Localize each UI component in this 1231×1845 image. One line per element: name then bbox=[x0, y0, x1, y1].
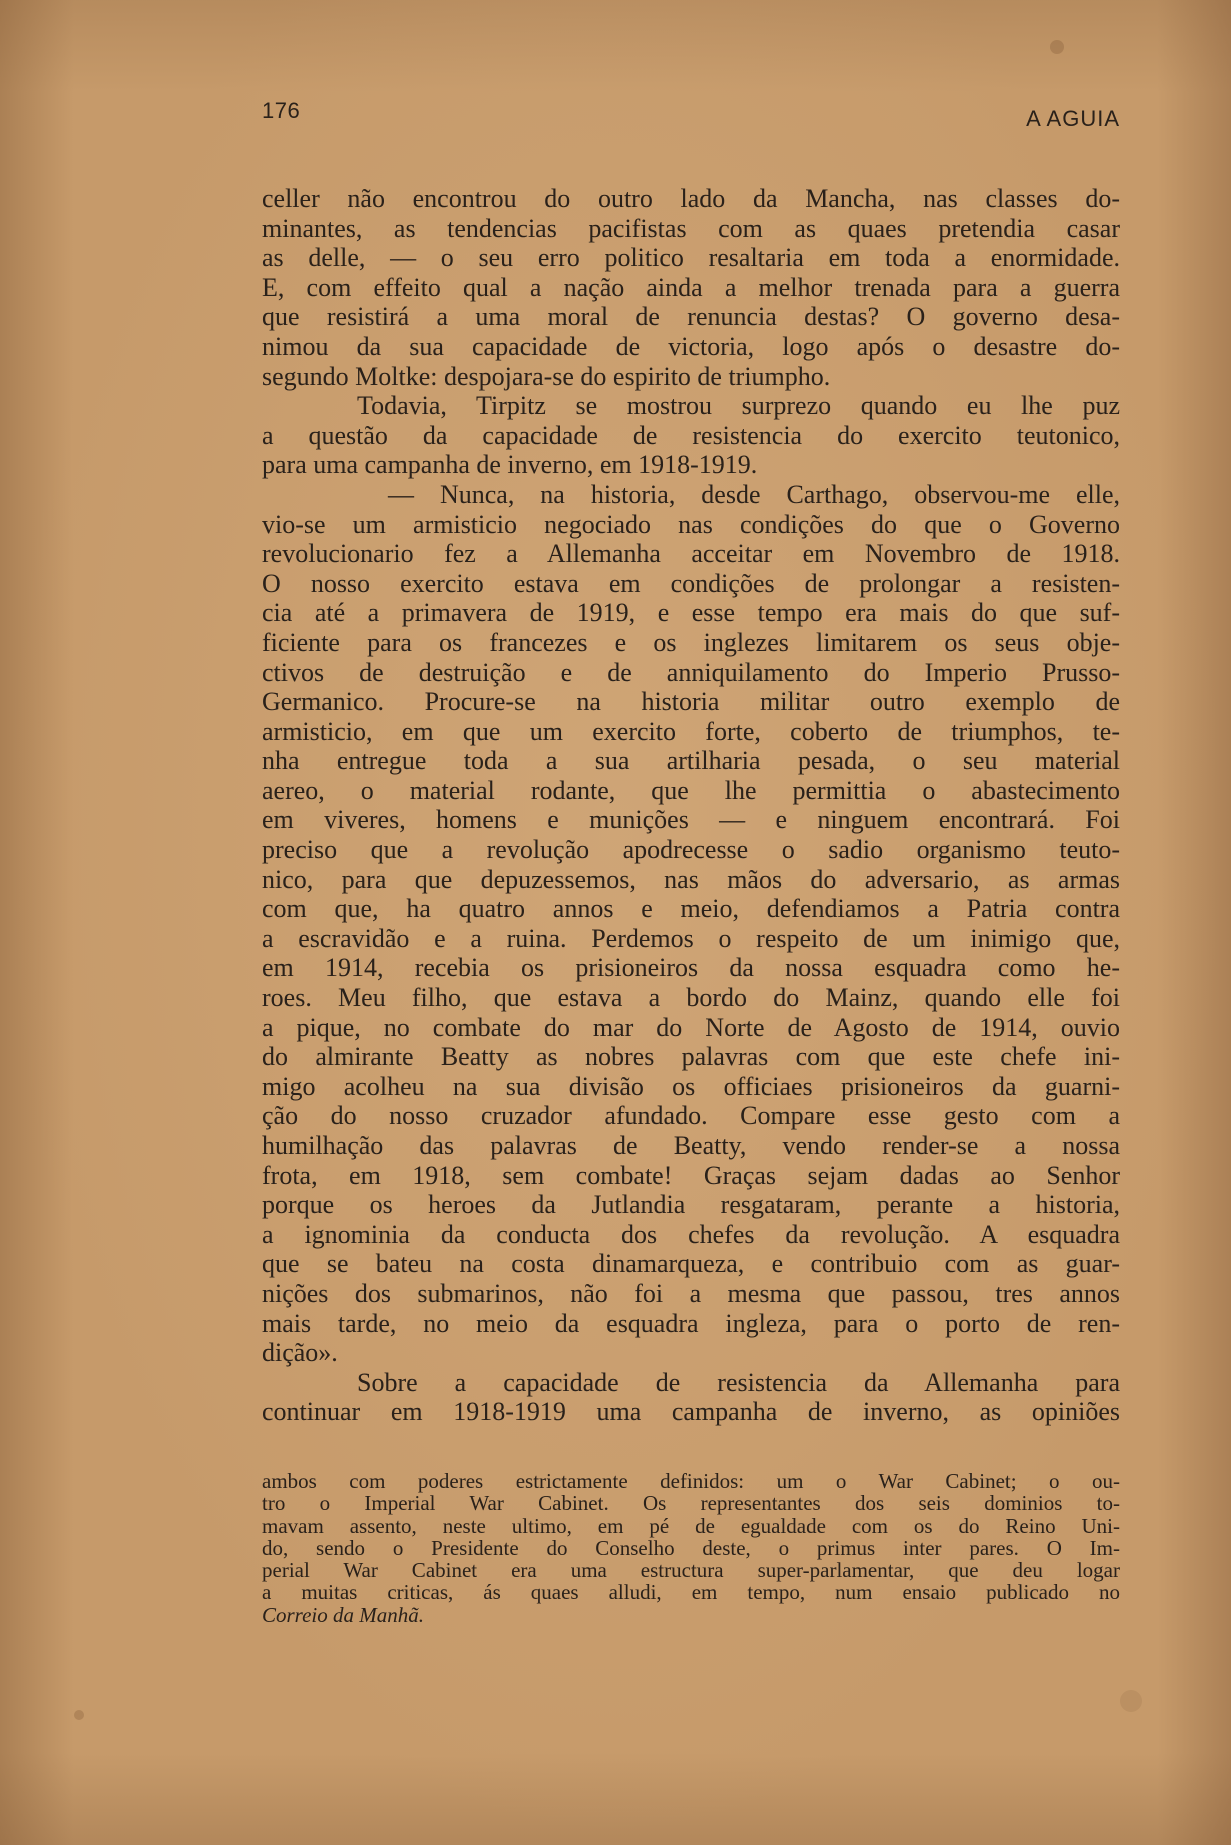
running-head: A AGUIA bbox=[1026, 106, 1120, 131]
footnote-line: perial War Cabinet era uma estructura super-parlamentar, que deu logar bbox=[262, 1558, 1120, 1583]
page-number: 176 bbox=[262, 98, 301, 123]
text-line: segundo Moltke: despojara-se do espirito de triumpho. bbox=[262, 361, 831, 391]
text-line: nha entregue toda a sua artilharia pesada, o seu material bbox=[262, 746, 1120, 776]
paper-stain bbox=[74, 1710, 84, 1720]
text-line: mais tarde, no meio da esquadra ingleza, para o porto de ren- bbox=[262, 1308, 1120, 1338]
text-line: migo acolheu na sua divisão os officiaes prisioneiros da guarni- bbox=[262, 1071, 1120, 1101]
text-line: porque os heroes da Jutlandia resgataram, perante a historia, bbox=[262, 1190, 1120, 1220]
footnote-line: do, sendo o Presidente do Conselho deste, o primus inter pares. O Im- bbox=[262, 1535, 1120, 1560]
text-line: que se bateu na costa dinamarqueza, e contribuio com as guar- bbox=[262, 1249, 1120, 1279]
text-line: minantes, as tendencias pacifistas com as quaes pretendia casar bbox=[262, 213, 1120, 243]
text-line: as delle, — o seu erro politico resaltaria em toda a enormidade. bbox=[262, 243, 1120, 273]
text-line: a questão da capacidade de resistencia do exercito teutonico, bbox=[262, 420, 1120, 450]
text-line: revolucionario fez a Allemanha acceitar em Novembro de 1918. bbox=[262, 539, 1120, 569]
text-line: Germanico. Procure-se na historia militar outro exemplo de bbox=[262, 687, 1120, 717]
text-line: ficiente para os francezes e os inglezes limitarem os seus obje- bbox=[262, 627, 1120, 657]
body-text bbox=[262, 184, 1120, 1427]
text-line: Sobre a capacidade de resistencia da Allemanha para bbox=[357, 1367, 1120, 1397]
text-line: Todavia, Tirpitz se mostrou surprezo quando eu lhe puz bbox=[357, 391, 1120, 421]
text-line: para uma campanha de inverno, em 1918-1919. bbox=[262, 450, 758, 480]
footnote bbox=[262, 1470, 1120, 1626]
footnote-line: ambos com poderes estrictamente definidos: um o War Cabinet; o ou- bbox=[262, 1469, 1120, 1493]
page-header bbox=[262, 98, 1120, 134]
text-line: — Nunca, na historia, desde Carthago, observou-me elle, bbox=[388, 479, 1120, 509]
paper-stain bbox=[1120, 1690, 1142, 1712]
footnote-line: a muitas criticas, ás quaes alludi, em tempo, num ensaio publicado no bbox=[262, 1580, 1120, 1605]
text-line: cia até a primavera de 1919, e esse tempo era mais do que suf- bbox=[262, 598, 1120, 628]
footnote-line: tro o Imperial War Cabinet. Os representantes dos seis dominios to- bbox=[262, 1491, 1120, 1516]
text-line: continuar em 1918-1919 uma campanha de inverno, as opiniões bbox=[262, 1397, 1120, 1427]
text-line: nições dos submarinos, não foi a mesma que passou, tres annos bbox=[262, 1278, 1120, 1308]
text-line: roes. Meu filho, que estava a bordo do Mainz, quando elle foi bbox=[262, 983, 1120, 1013]
text-line: celler não encontrou do outro lado da Mancha, nas classes do- bbox=[262, 184, 1120, 213]
text-line: em viveres, homens e munições — e ninguem encontrará. Foi bbox=[262, 805, 1120, 835]
text-line: nimou da sua capacidade de victoria, logo após o desastre do- bbox=[262, 331, 1120, 361]
text-line: a pique, no combate do mar do Norte de Agosto de 1914, ouvio bbox=[262, 1012, 1120, 1042]
text-line: ção do nosso cruzador afundado. Compare esse gesto com a bbox=[262, 1101, 1120, 1131]
text-line: humilhação das palavras de Beatty, vendo render-se a nossa bbox=[262, 1131, 1120, 1160]
text-line: aereo, o material rodante, que lhe permittia o abastecimento bbox=[262, 775, 1120, 805]
footnote-line: Correio da Manhã. bbox=[262, 1602, 424, 1627]
paper-stain bbox=[1050, 40, 1064, 54]
text-line: nico, para que depuzessemos, nas mãos do adversario, as armas bbox=[262, 864, 1120, 894]
text-line: O nosso exercito estava em condições de prolongar a resisten- bbox=[262, 568, 1120, 598]
text-line: que resistirá a uma moral de renuncia destas? O governo desa- bbox=[262, 302, 1120, 332]
text-line: vio-se um armisticio negociado nas condições do que o Governo bbox=[262, 509, 1120, 539]
text-line: a ignominia da conducta dos chefes da revolução. A esquadra bbox=[262, 1219, 1120, 1249]
text-line: E, com effeito qual a nação ainda a melhor trenada para a guerra bbox=[262, 272, 1120, 302]
text-line: a escravidão e a ruina. Perdemos o respeito de um inimigo que, bbox=[262, 923, 1120, 953]
text-line: ctivos de destruição e de anniquilamento do Imperio Prusso- bbox=[262, 657, 1120, 687]
footnote-line: mavam assento, neste ultimo, em pé de egualdade com os do Reino Uni- bbox=[262, 1513, 1120, 1538]
text-line: do almirante Beatty as nobres palavras com que este chefe ini- bbox=[262, 1042, 1120, 1072]
text-line: com que, ha quatro annos e meio, defendiamos a Patria contra bbox=[262, 894, 1120, 924]
text-line: armisticio, em que um exercito forte, coberto de triumphos, te- bbox=[262, 716, 1120, 746]
text-line: preciso que a revolução apodrecesse o sadio organismo teuto- bbox=[262, 835, 1120, 865]
text-line: dição». bbox=[262, 1338, 338, 1368]
text-line: frota, em 1918, sem combate! Graças sejam dadas ao Senhor bbox=[262, 1160, 1120, 1190]
text-line: em 1914, recebia os prisioneiros da nossa esquadra como he- bbox=[262, 953, 1120, 983]
